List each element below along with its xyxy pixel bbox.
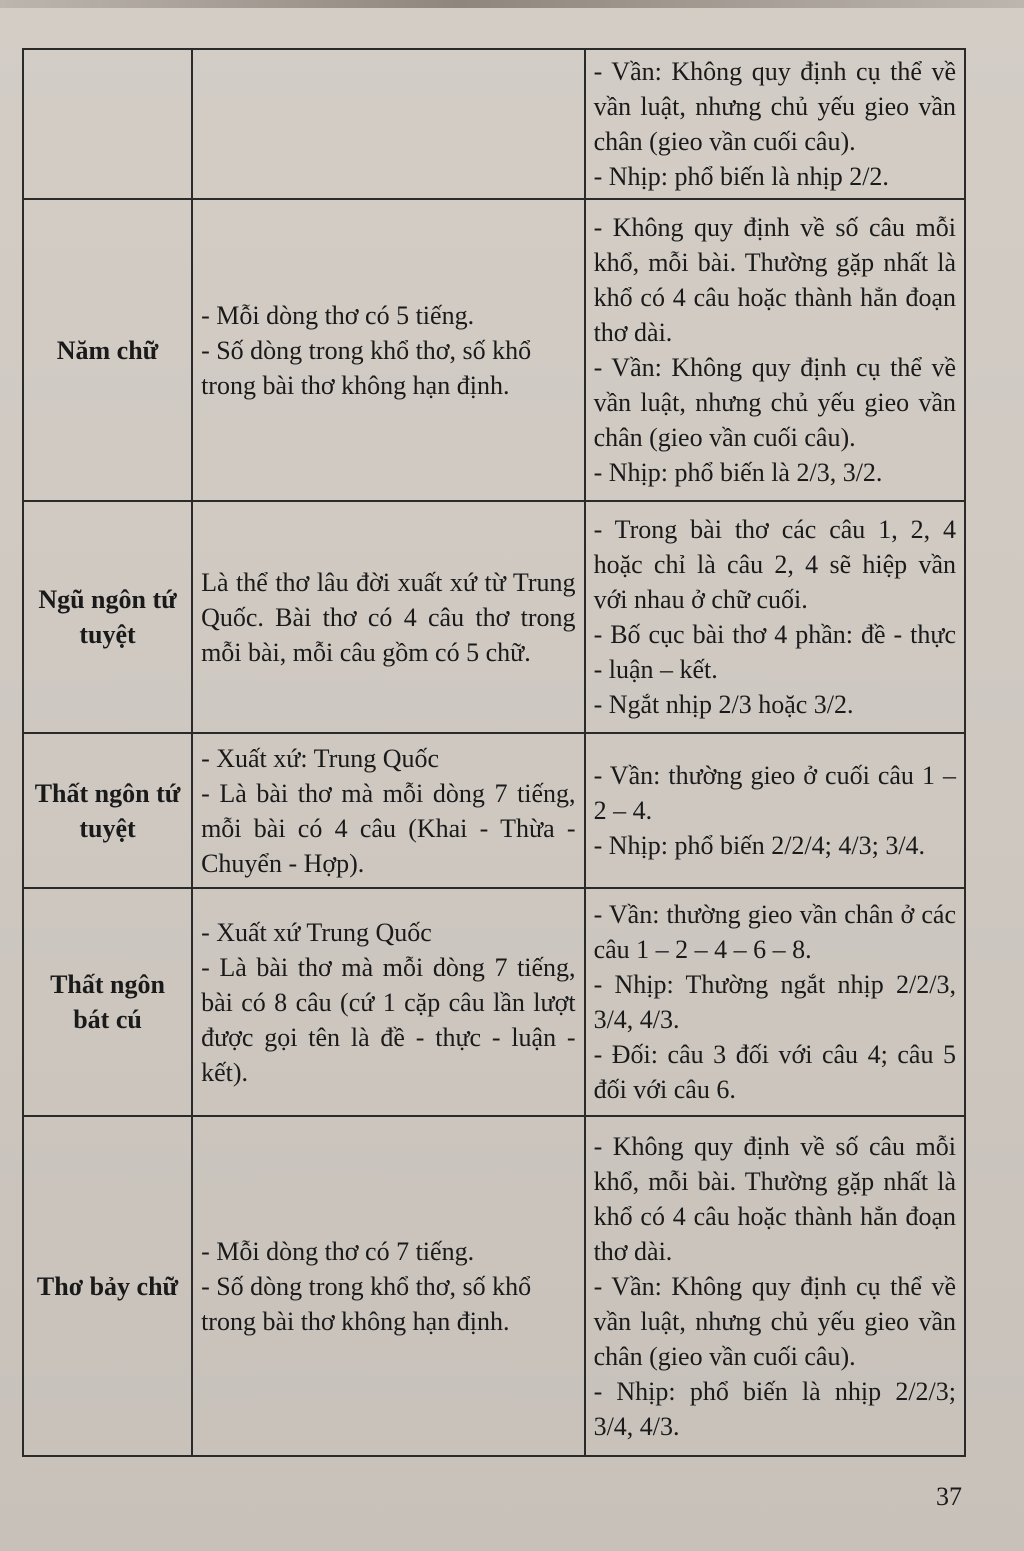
table-row — [23, 199, 965, 501]
form-name-cell: Ngũ ngôn tứ tuyệt — [23, 501, 192, 733]
rule-line: - Nhịp: phổ biến là nhịp 2/2. — [593, 162, 889, 191]
rule-line: - Nhịp: phổ biến là 2/3, 3/2. — [593, 458, 883, 487]
rule-line: - Vần: Không quy định cụ thể về vần luật, nhưng chủ yếu gieo vần chân (gieo vần cuối câu). — [593, 353, 956, 452]
form-description-cell — [192, 1116, 585, 1456]
form-name-cell: Thất ngôn bát cú — [23, 888, 192, 1116]
form-rules-cell — [585, 888, 965, 1116]
form-description-cell — [192, 733, 585, 888]
form-rules-cell — [585, 1116, 965, 1456]
form-name-cell: Năm chữ — [23, 199, 192, 501]
rule-line: - Vần: thường gieo vần chân ở các câu 1 – 2 – 4 – 6 – 8. — [593, 900, 956, 964]
form-description-cell — [192, 888, 585, 1116]
form-name-cell: Thất ngôn tứ tuyệt — [23, 733, 192, 888]
rule-line: - Nhịp: phổ biến là nhịp 2/2/3; 3/4, 4/3. — [593, 1376, 956, 1441]
rule-line: - Nhịp: Thường ngắt nhịp 2/2/3, 3/4, 4/3. — [593, 970, 956, 1034]
rule-line: - Không quy định về số câu mỗi khổ, mỗi bài. Thường gặp nhất là khổ có 4 câu hoặc thành hẳn đoạn thơ dài. — [593, 213, 956, 347]
description-line: Là thể thơ lâu đời xuất xứ từ Trung Quốc. Bài thơ có 4 câu thơ trong mỗi bài, mỗi câu gồm có 5 chữ. — [201, 567, 576, 667]
description-line: - Là bài thơ mà mỗi dòng 7 tiếng, bài có 8 câu (cứ 1 cặp câu lần lượt được gọi tên là đề - thực - luận - kết). — [201, 952, 576, 1087]
form-name-cell — [23, 49, 192, 199]
page-top-edge — [0, 0, 1024, 8]
table-row — [23, 888, 965, 1116]
form-description-cell — [192, 501, 585, 733]
rule-line: - Vần: Không quy định cụ thể về vần luật, nhưng chủ yếu gieo vần chân (gieo vần cuối câu). — [593, 1271, 956, 1371]
description-line: - Xuất xứ Trung Quốc — [201, 917, 432, 947]
rule-line: - Bố cục bài thơ 4 phần: đề - thực - luận – kết. — [593, 620, 956, 684]
form-description-cell — [192, 49, 585, 199]
table-row — [23, 49, 965, 199]
poetry-forms-table — [22, 48, 966, 1457]
description-line: - Số dòng trong khổ thơ, số khổ trong bài thơ không hạn định. — [201, 335, 532, 400]
form-rules-cell — [585, 733, 965, 888]
form-rules-cell — [585, 199, 965, 501]
page-number: 37 — [936, 1482, 962, 1511]
form-description-cell — [192, 199, 585, 501]
table-row — [23, 501, 965, 733]
rule-line: - Trong bài thơ các câu 1, 2, 4 hoặc chỉ là câu 2, 4 sẽ hiệp vần với nhau ở chữ cuối. — [593, 515, 956, 614]
form-rules-cell — [585, 501, 965, 733]
rule-line: - Không quy định về số câu mỗi khổ, mỗi bài. Thường gặp nhất là khổ có 4 câu hoặc thành hẳn đoạn thơ dài. — [593, 1131, 956, 1266]
rule-line: - Vần: thường gieo ở cuối câu 1 – 2 – 4. — [593, 761, 956, 825]
form-name-cell: Thơ bảy chữ — [23, 1116, 192, 1456]
rule-line: - Ngắt nhịp 2/3 hoặc 3/2. — [593, 690, 854, 719]
description-line: - Mỗi dòng thơ có 7 tiếng. — [201, 1236, 475, 1266]
description-line: - Là bài thơ mà mỗi dòng 7 tiếng, mỗi bài có 4 câu (Khai - Thừa - Chuyển - Hợp). — [201, 778, 576, 878]
rule-line: - Nhịp: phổ biến 2/2/4; 4/3; 3/4. — [593, 831, 926, 860]
form-rules-cell — [585, 49, 965, 199]
table-row — [23, 733, 965, 888]
rule-line: - Đối: câu 3 đối với câu 4; câu 5 đối với câu 6. — [593, 1040, 956, 1104]
description-line: - Mỗi dòng thơ có 5 tiếng. — [201, 300, 475, 330]
description-line: - Xuất xứ: Trung Quốc — [201, 743, 440, 773]
rule-line: - Vần: Không quy định cụ thể về vần luật, nhưng chủ yếu gieo vần chân (gieo vần cuối câu). — [593, 57, 956, 156]
table-row — [23, 1116, 965, 1456]
description-line: - Số dòng trong khổ thơ, số khổ trong bài thơ không hạn định. — [201, 1271, 532, 1336]
